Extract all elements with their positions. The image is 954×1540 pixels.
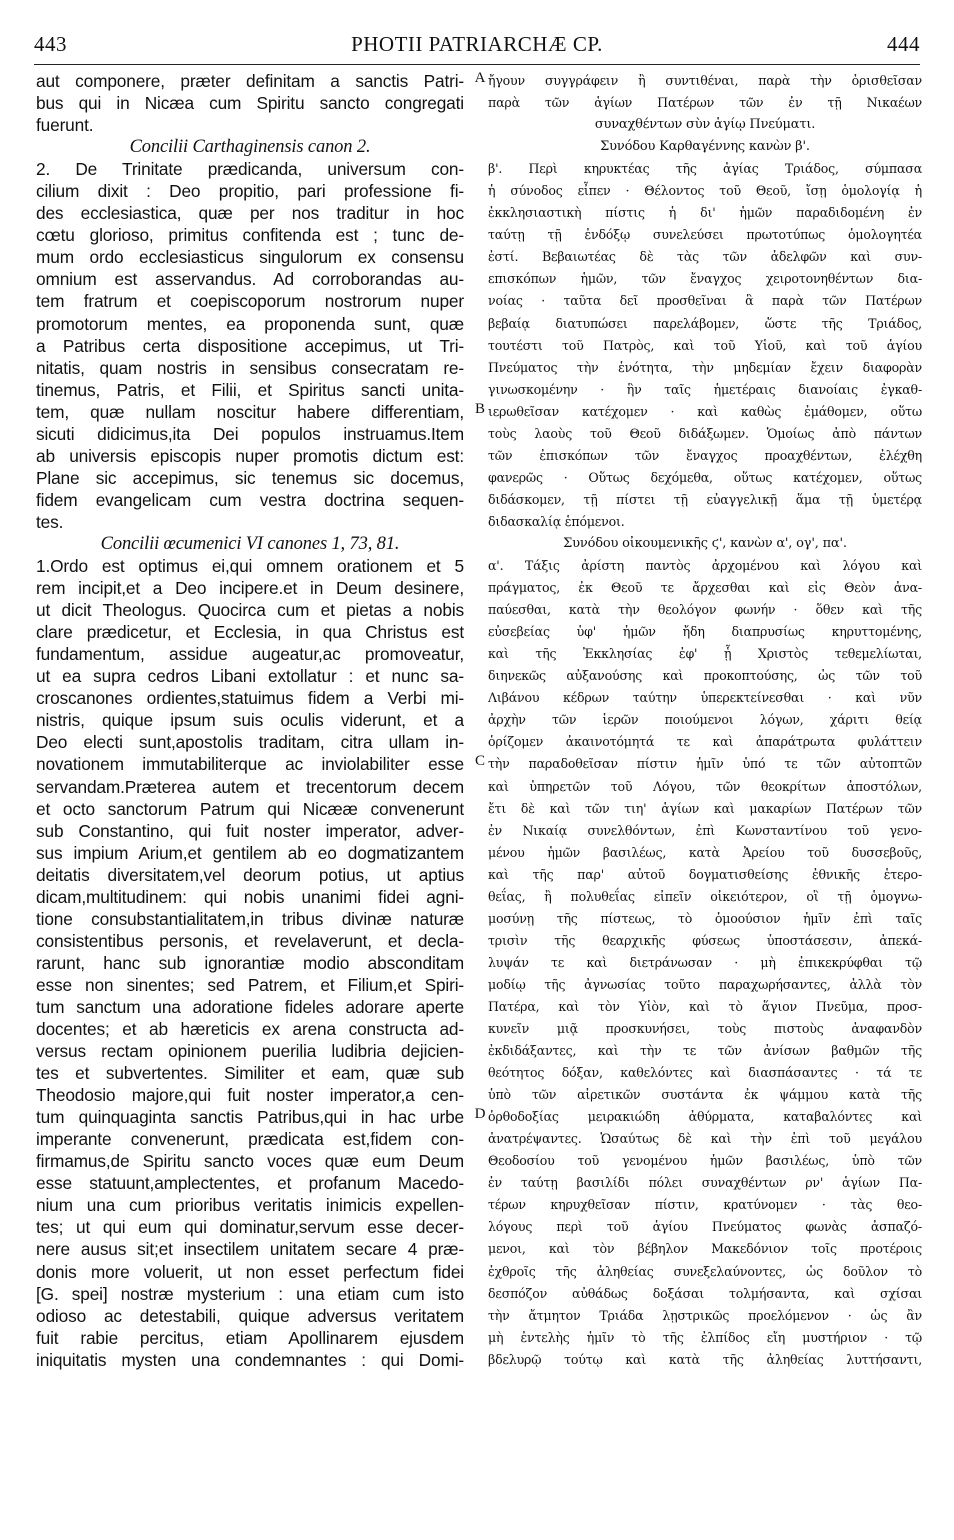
- latin-text-line: tum quinquaginta sanctis Patribus,qui in hac urbe: [36, 1107, 464, 1128]
- greek-text-line: ἀρχὴν τῶν ἱερῶν ποιούμενοι λόγων, χάριτι θείᾳ: [488, 712, 922, 728]
- latin-text-line: esse statuunt,amplectentes, et profanum Macedo-: [36, 1173, 464, 1194]
- greek-text-line: διηνεκῶς αὐξανούσης καὶ προκοπτούσης, ὡς τῶν τοῦ: [488, 668, 922, 684]
- greek-text-line: τῶν ἐπισκόπων τῶν ἔναγχος προαχθέντων, ἐλέχθη: [488, 447, 922, 463]
- greek-text-line: διδασκαλίᾳ ἑπόμενοι.: [488, 513, 625, 529]
- greek-text-line: τοὺς λαοὺς τοῦ Θεοῦ διδάξωμεν. Ὁμοίως ἀπὸ πάντων: [488, 425, 922, 441]
- latin-text-line: fundamentum, assidue augeatur,ac promoveatur,: [36, 644, 464, 665]
- greek-text-line: τὴν παραδοθεῖσαν πίστιν ἡμῖν ὑπό τε τῶν αὐτοπτῶν: [488, 756, 922, 772]
- greek-text-line: συναχθέντων σὺν ἁγίῳ Πνεύματι.: [594, 117, 816, 133]
- greek-text-line: διδάσκομεν, τῇ πίστει τῇ εὐαγγελικῇ ἅμα τῇ ὑμετέρᾳ: [488, 491, 922, 507]
- greek-text-line: Συνόδου Καρθαγέννης κανὼν β'.: [600, 139, 810, 155]
- latin-text-line: dicam,multitudinem: qui nobis unanimi fidei agni-: [36, 886, 464, 907]
- header-rule: [34, 64, 920, 65]
- page-number-right: 444: [887, 32, 920, 56]
- latin-text-line: sub Constantino, qui fuit noster imperator, adver-: [36, 820, 464, 841]
- latin-text-line: rem incipit,et a Deo incipere.et in Deum desinere,: [36, 578, 464, 599]
- latin-text-line: a Patribus certa dispositione accepimus, ut Tri-: [36, 335, 464, 356]
- greek-text-line: μὴ ἐντελὴς ἡμῖν τὸ τῆς ἐλπίδος εἴη μυστήριον · τῷ: [488, 1329, 922, 1345]
- greek-text-line: μοσύνῃ τῆς πίστεως, τὸ ὁμοούσιον ἡμῖν ἐπὶ ταῖς: [488, 910, 922, 926]
- greek-text-line: Λιβάνου κέδρων ταύτην ὑπερεκτείνεσθαι · καὶ νῦν: [488, 690, 922, 706]
- latin-text-line: novationem immutabiliterque ac inviolabiliter esse: [36, 754, 464, 775]
- latin-text-line: donis more voluerit, ut non esset perfectum fidei: [36, 1261, 464, 1282]
- latin-text-line: Theodosio majore,qui fuit noster imperator,a cen-: [36, 1085, 464, 1106]
- greek-text-line: ἐχθροῖς τῆς ἀληθείας συνεξελαύνοντες, ὡς δοῦλον τὸ: [488, 1263, 922, 1279]
- latin-text-line: 2. De Trinitate prædicanda, universum con-: [36, 159, 464, 180]
- latin-text-line: ab universis episcopis nuper promotis dictum est:: [36, 445, 464, 466]
- latin-text-line: 1.Ordo est optimus ei,qui omnem orationem et 5: [36, 556, 464, 577]
- greek-text-line: Θεοδοσίου τοῦ γενομένου ἡμῶν βασιλέως, ὑπὸ τῶν: [488, 1153, 922, 1169]
- greek-text-line: Συνόδου οἰκουμενικῆς ϛ', κανὼν α', ογ', πα'.: [563, 535, 847, 551]
- latin-text-line: clare prædicetur, et Ecclesia, in qua Christus est: [36, 622, 464, 643]
- latin-text-line: servandam.Præterea autem et trecentorum decem: [36, 776, 464, 797]
- latin-text-line: omnium est asservandus. Ad corroborandas au-: [36, 269, 464, 290]
- margin-marker-d: D: [474, 1106, 486, 1122]
- latin-text-line: Concilii œcumenici VI canones 1, 73, 81.: [100, 533, 400, 554]
- greek-text-line: α'. Τάξις ἀρίστη παντὸς ἀρχομένου καὶ λόγου καὶ: [488, 558, 922, 574]
- greek-column: [488, 70, 922, 1371]
- greek-text-line: ιερωθεῖσαν κατέχομεν · καὶ καθὼς ἐμάθομεν, οὕτω: [488, 403, 922, 419]
- latin-text-line: croscanones ordientes,statuimus fidem a Verbi mi-: [36, 688, 464, 709]
- greek-text-line: ἐστί. Βεβαιωτέας δὲ τὰς τῶν ἀδελφῶν καὶ συν-: [488, 249, 922, 265]
- greek-text-line: λυψάν τε καὶ διετράνωσαν · μὴ ἐπικεκρύφθαι τῷ: [488, 954, 922, 970]
- greek-text-line: τέρων κηρυχθεῖσαν πίστιν, κρατύνομεν · τὰς θεο-: [488, 1197, 922, 1213]
- latin-column: [36, 70, 464, 1371]
- latin-text-line: aut componere, præter definitam a sanctis Patri-: [36, 71, 464, 91]
- greek-text-line: ἐν ταύτῃ βασιλίδι πόλει συναχθέντων ρν' ἁγίων Πα-: [488, 1175, 922, 1191]
- latin-text-line: et octo sanctorum Patrum qui Nicææ convenerunt: [36, 798, 464, 819]
- latin-text-line: rarunt, hanc sub ignorantiæ modio absconditam: [36, 952, 464, 973]
- greek-text-line: ὀρθοδοξίας μειρακιώδη ἀθύρματα, καταβαλόντες καὶ: [488, 1109, 922, 1125]
- latin-text-line: tem fratrum et coepiscoporum nostrorum nuper: [36, 291, 464, 312]
- running-title: PHOTII PATRIARCHÆ CP.: [351, 32, 603, 56]
- greek-text-line: πράγματος, ἐκ Θεοῦ τε ἄρχεσθαι καὶ εἰς Θεὸν ἀνα-: [488, 580, 922, 596]
- greek-text-line: μοδίῳ τῆς ἀγνωσίας τοῦτο παραχωρήσαντες, ἀλλὰ τὸν: [488, 976, 922, 992]
- greek-text-line: ὑπὸ τῶν αἱρετικῶν συστάντα ἐκ ψάμμου κατὰ τῆς: [488, 1087, 922, 1103]
- greek-text-line: ἐκκλησιαστικὴ πίστις ἡ δι' ἡμῶν παραδιδομένη ἐν: [488, 205, 922, 221]
- latin-text-line: tes.: [36, 511, 64, 532]
- greek-text-line: Πνεύματος τὴν ἑνότητα, τὴν μηδεμίαν ἔχειν διαφορὰν: [488, 359, 922, 375]
- latin-text-line: docentes; et ab hæreticis ex arena constructa ad-: [36, 1019, 464, 1040]
- greek-text-line: μένου ἡμῶν βασιλέως, κατὰ Ἀρείου τοῦ δυσσεβοῦς,: [488, 844, 922, 860]
- latin-text-line: nere ausus sit;et insectilem unitatem secare 4 præ-: [36, 1239, 464, 1260]
- latin-text-line: des ecclesiastica, quæ per nos traditur in hoc: [36, 203, 464, 224]
- page-number-left: 443: [34, 32, 67, 56]
- greek-text-line: νοίας · ταῦτα δεῖ προσθεῖναι ἃ παρὰ τῶν Πατέρων: [488, 293, 922, 309]
- latin-text-line: fuit rabie percitus, etiam Apollinarem ejusdem: [36, 1327, 464, 1348]
- latin-text-line: promotorum mentes, ea proponenda sunt, quæ: [36, 313, 464, 334]
- greek-text-line: τρισὶν τῆς θεαρχικῆς φύσεως ὑποστάσεσιν, ἀπεκά-: [488, 932, 922, 948]
- latin-text-line: tes et subvertentes. Similiter et eam, quæ sub: [36, 1063, 464, 1084]
- latin-text-line: Deo electi sunt,apostolis traditam, citra ullam in-: [36, 732, 464, 753]
- latin-text-line: tes; ut qui eum qui dominatur,servum esse decer-: [36, 1217, 464, 1238]
- greek-text-line: μενοι, καὶ τὸν βέβηλον Μακεδόνιον τοῖς προτέροις: [488, 1241, 922, 1257]
- latin-text-line: odioso ac detestabili, quique adversus veritatem: [36, 1305, 464, 1326]
- greek-text-line: καὶ ὑπηρετῶν τοῦ Λόγου, τῶν θεοκρίτων ἀποστόλων,: [488, 778, 922, 794]
- greek-text-line: δεσπόζον αὐθάδως δοξάσαι τολμήσαντα, καὶ σχίσαι: [488, 1285, 922, 1301]
- latin-text-line: nistris, quique ipsum suis oculis viderunt, et a: [36, 710, 464, 731]
- latin-text-line: cœtu glorioso, primitus confitenda est ; tunc de-: [36, 225, 464, 246]
- latin-text-line: ut ea supra cedros Libani extollatur : et nunc sa-: [36, 666, 464, 687]
- greek-text-line: παρὰ τῶν ἁγίων Πατέρων τῶν ἐν τῇ Νικαέων: [488, 95, 922, 111]
- greek-text-line: τουτέστι τοῦ Πατρὸς, καὶ τοῦ Υἱοῦ, καὶ τοῦ ἁγίου: [488, 337, 922, 353]
- greek-text-line: θεότητος δόξαν, καθελόντες καὶ διασπάσαντες · τά τε: [488, 1065, 922, 1081]
- greek-text-line: καὶ τῆς Ἐκκλησίας ἐφ' ᾗ Χριστὸς τεθεμελίωται,: [488, 646, 922, 662]
- latin-text-line: iniquitatis mysten una condemnantes : qui Domi-: [36, 1349, 464, 1370]
- greek-text-line: θεΐας, ἢ πολυθεΐας εἰπεῖν οἰκειότερον, οἳ τῇ ὁμογνω-: [488, 888, 922, 904]
- latin-text-line: mum ordo ecclesiasticus singulorum ex consensu: [36, 247, 464, 268]
- margin-marker-a: A: [474, 70, 486, 86]
- greek-text-line: τὴν ἄτμητον Τριάδα λῃστρικῶς προελόμενον · ὡς ἂν: [488, 1307, 922, 1323]
- greek-text-line: ἔτι δὲ καὶ τῶν τιη' ἁγίων καὶ μακαρίων Πατέρων τῶν: [488, 800, 922, 816]
- latin-text-line: fuerunt.: [36, 115, 94, 136]
- latin-text-line: esse non sinentes; sed Patrem, et Filium,et Spiri-: [36, 974, 464, 995]
- greek-text-line: βεβαίᾳ διατυπώσει παρελάβομεν, ὥστε τῆς Τριάδος,: [488, 315, 922, 331]
- greek-text-line: γινωσκομένην · ἣν ταῖς ἡμετέραις διανοίαις ἐγκαθ-: [488, 381, 922, 397]
- greek-text-line: β'. Περὶ κηρυκτέας τῆς ἁγίας Τριάδος, σύμπασα: [488, 161, 922, 177]
- greek-text-line: Πατέρα, καὶ τὸν Υἱὸν, καὶ τὸ ἅγιον Πνεῦμα, προσ-: [488, 998, 922, 1014]
- latin-text-line: cilium dixit : Deo propitio, pari professione fi-: [36, 181, 464, 202]
- margin-marker-b: B: [474, 401, 485, 417]
- greek-text-line: καὶ τῆς παρ' αὐτοῦ δογματισθείσης ἐθνικῆς ἑτερο-: [488, 866, 922, 882]
- latin-text-line: bus qui in Nicæa cum Spiritu sancto congregati: [36, 93, 464, 114]
- greek-text-line: ἤγουν συγγράφειν ἢ συντιθέναι, παρὰ τὴν ὁρισθεῖσαν: [488, 73, 922, 88]
- greek-text-line: ἡ σύνοδος εἶπεν · Θέλοντος τοῦ Θεοῦ, ἴσῃ ὁμολογίᾳ ἡ: [488, 183, 922, 199]
- latin-text-line: tione consubstantialitatem,in tribus divinæ naturæ: [36, 908, 464, 929]
- latin-text-line: nium una cum prioribus veritatis inimicis expellen-: [36, 1195, 464, 1216]
- latin-text-line: consistentibus personis, et revelaverunt, et decla-: [36, 930, 464, 951]
- latin-text-line: firmamus,de Spiritu sancto voces quæ eum Deum: [36, 1151, 464, 1172]
- latin-text-line: Concilii Carthaginensis canon 2.: [129, 137, 371, 158]
- greek-text-line: παύεσθαι, κατὰ τὴν θεολόγον φωνήν · ὅθεν καὶ τῆς: [488, 602, 922, 618]
- latin-text-line: imperante convenerunt, prædicata est,fidem con-: [36, 1129, 464, 1150]
- greek-text-line: επισκόπων ἡμῶν, τῶν ἔναγχος χειροτονηθέντων δια-: [488, 271, 922, 287]
- latin-text-line: sicuti didicimus,ita Dei populos instruamus.Item: [36, 423, 464, 444]
- latin-text-line: tinemus, Patris, et Filii, et Spiritus sancti unita-: [36, 379, 464, 400]
- latin-text-line: deitatis diversitatem,vel deorum potius, ut aptius: [36, 864, 464, 885]
- latin-text-line: versus rectam opinionem puerilia ludibria dejicien-: [36, 1041, 464, 1062]
- greek-text-line: ἀνατρέψαντες. Ὡσαύτως δὲ καὶ τὴν ἐπὶ τοῦ μεγάλου: [488, 1131, 922, 1147]
- greek-text-line: εὐσεβείας ὑφ' ἡμῶν ἤδη διαπρυσίως κηρυττομένης,: [488, 624, 922, 640]
- latin-text-line: tum sanctum una adoratione fideles adorare aperte: [36, 996, 464, 1017]
- latin-text-line: Plane sic accepimus, sic tenemus sic docemus,: [36, 467, 464, 488]
- greek-text-line: ταύτῃ τῇ ἐνδόξῳ συνελεύσει πρωτοτύπως ὁμολογητέα: [488, 227, 922, 243]
- greek-text-line: ὁρίζομεν ἀκαινοτόμητά τε καὶ ἀπαράτρωτα φυλάττειν: [488, 734, 922, 750]
- latin-text-line: ut dicit Theologus. Quocirca cum et pietas a nobis: [36, 600, 464, 621]
- latin-text-line: fidem evangelicam cum vestra doctrina sequen-: [36, 489, 464, 510]
- greek-text-line: βδελυρῷ τούτῳ καὶ κατὰ τῆς ἀληθείας λυττήσαντι,: [488, 1351, 922, 1367]
- margin-marker-c: C: [474, 753, 485, 769]
- greek-text-line: κυνεῖν μιᾷ προσκυνήσει, τοὺς πιστοὺς ἀναφανδὸν: [488, 1021, 922, 1037]
- greek-text-line: λόγους περὶ τοῦ ἁγίου Πνεύματος φωνὰς ἀσπαζό-: [488, 1219, 922, 1235]
- latin-text-line: nitatis, quam nostris in sensibus consecratam re-: [36, 357, 464, 378]
- greek-text-line: φανερῶς · Οὕτως δεχόμεθα, οὕτως κατέχομεν, οὕτως: [488, 469, 922, 485]
- greek-text-line: ἐκδιδάξαντες, καὶ τὴν τε τῶν ἀνίσων βαθμῶν τῆς: [488, 1043, 922, 1059]
- latin-text-line: tem, quæ nullam noscitur habere differentiam,: [36, 401, 464, 422]
- running-head: [34, 32, 920, 62]
- greek-text-line: ἐν Νικαίᾳ συνελθόντων, ἐπὶ Κωνσταντίνου τοῦ γενο-: [488, 822, 922, 838]
- latin-text-line: [G. spei] nostræ mysterium : una etiam cum isto: [36, 1283, 464, 1304]
- latin-text-line: sus impium Arium,et gentilem ab eo dogmatizantem: [36, 842, 464, 863]
